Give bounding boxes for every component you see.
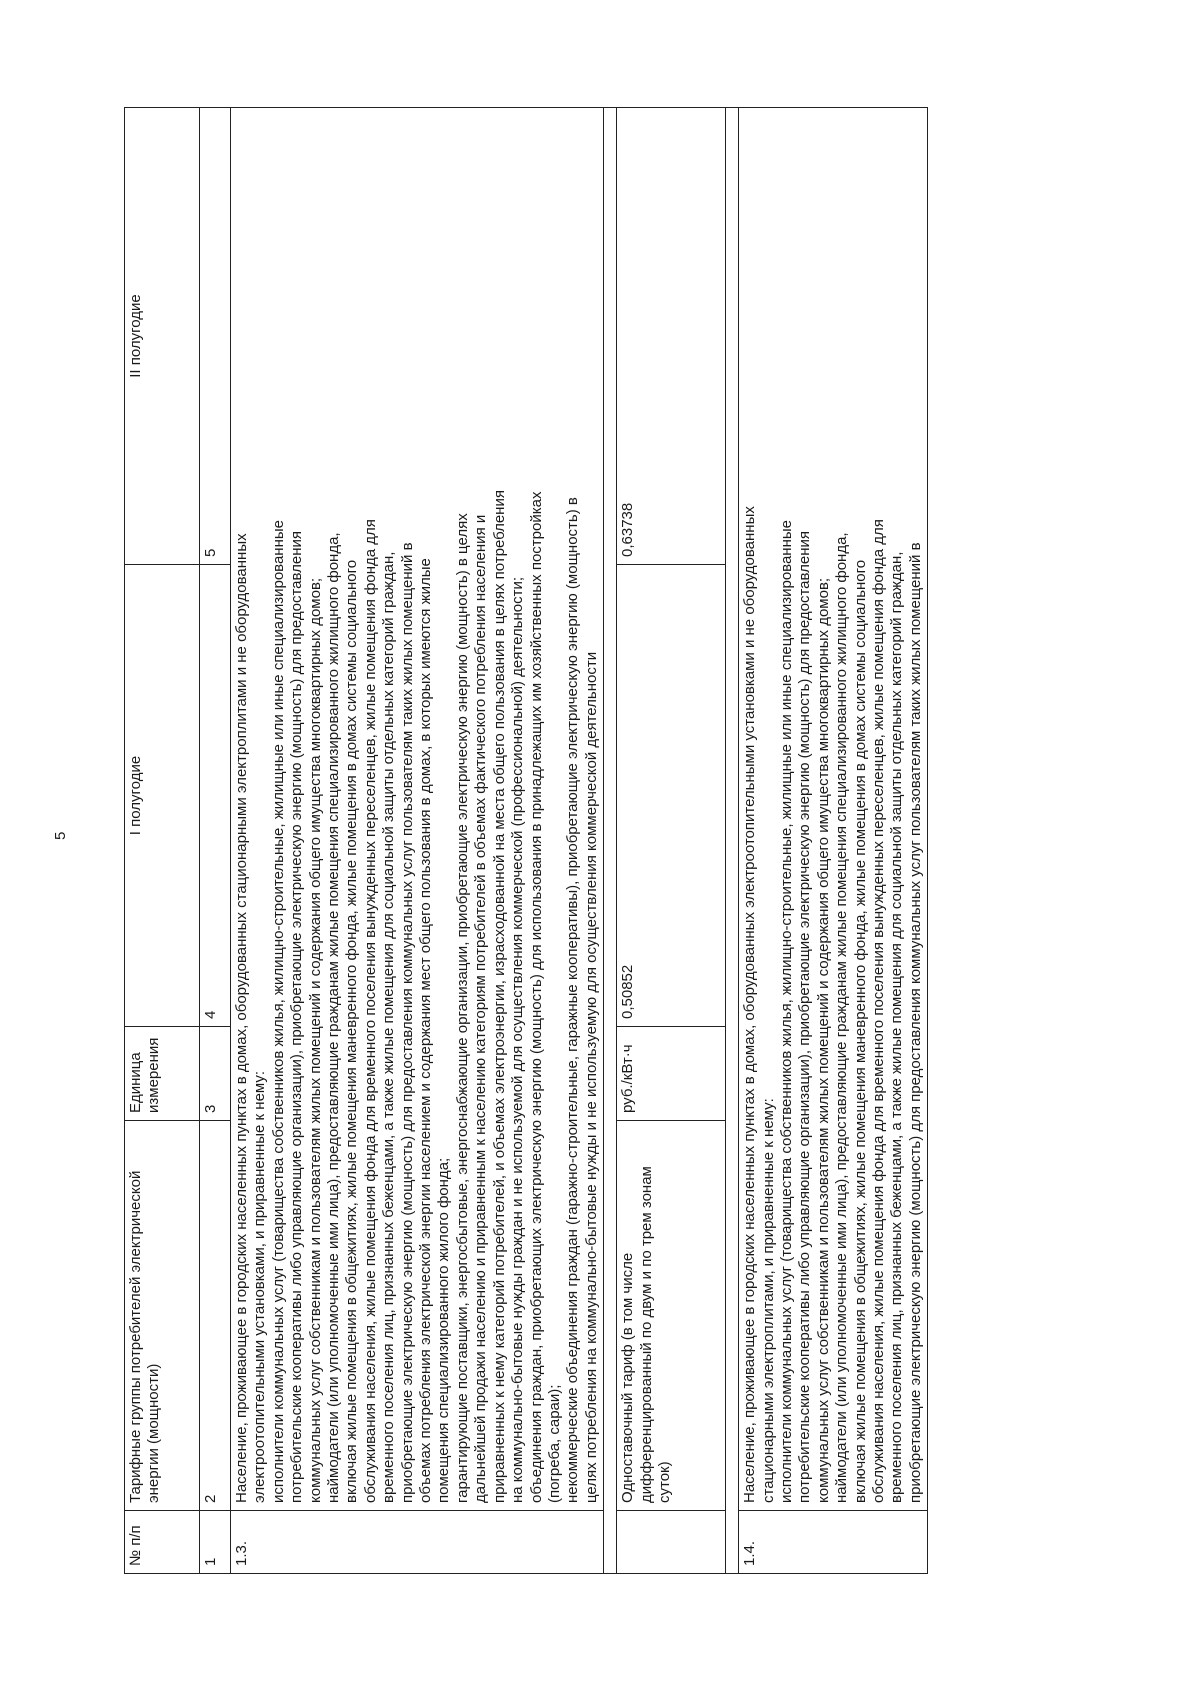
header-second-half: II полугодие (125, 108, 200, 565)
description-line: Население, проживающее в городских населенных пунктах в домах, оборудованных электроотопительными установками и не оборудованных (741, 506, 759, 1503)
column-index: 3 (200, 1027, 231, 1121)
row-number: 1.3. (231, 1511, 604, 1574)
description-line: включая жилые помещения в общежитиях, жилые помещения маневренного фонда, жилые помещения в домах системы социального (343, 559, 361, 1503)
description-line: электроотопительными установками, и приравненные к нему: (251, 1070, 269, 1503)
description-line: наймодатели (или уполномоченные ими лица), предоставляющие гражданам жилые помещения специализированного жилищного фонда, (325, 532, 343, 1503)
description-line: (погреба, сараи); (545, 1384, 563, 1503)
table-row (617, 108, 726, 1574)
column-index: 1 (200, 1511, 231, 1574)
table-row (739, 108, 928, 1574)
tariff-table-container (124, 108, 1092, 1574)
description-line: гарантирующие поставщики, энергосбытовые, энергоснабжающие организации, приобретающие электрическую энергию (мощность) в целях (453, 513, 471, 1503)
description-line: обслуживания населения, жилые помещения фонда для временного поселения вынужденных переселенцев, жилые помещения фонда для (361, 519, 379, 1503)
row-description (231, 108, 604, 1511)
description-line: коммунальных услуг собственникам и пользователям жилых помещений и содержания общего имущества многоквартирных домов; (306, 577, 324, 1503)
tariff-table (124, 107, 928, 1574)
column-index: 4 (200, 565, 231, 1027)
description-line: Население, проживающее в городских населенных пунктах в домах, оборудованных стационарными электроплитами и не оборудованных (233, 533, 250, 1503)
header-tariff-group: Тарифные группы потребителей электрической энергии (мощности) (125, 1121, 200, 1511)
header-number: № п/п (125, 1511, 200, 1574)
description-line: коммунальных услуг собственникам и пользователям жилых помещений и содержания общего имущества многоквартирных домов; (814, 577, 832, 1503)
description-line: приобретающие электрическую энергию (мощность) для предоставления коммунальных услуг пользователям таких жилых помещений в (398, 542, 416, 1503)
description-line: исполнители коммунальных услуг (товарищества собственников жилья, жилищно-строительные, жилищные или иные специализированные (269, 520, 287, 1503)
row-description (739, 108, 928, 1511)
description-line: потребительские кооперативы либо управляющие организации), приобретающие электрическую энергию (мощность) для предоставления (796, 530, 814, 1503)
empty-cell (617, 1511, 726, 1574)
description-line: стационарными электроплитами, и приравненные к нему: (759, 1098, 777, 1503)
description-line: временного поселения лиц, признанных беженцами, а также жилые помещения для социальной защиты отдельных категорий граждан, (888, 551, 906, 1503)
column-index-row (200, 108, 231, 1574)
tariff-second-half: 0,63738 (617, 108, 726, 565)
description-line: обслуживания населения, жилые помещения фонда для временного поселения вынужденных переселенцев, жилые помещения фонда для (869, 519, 887, 1503)
description-line: некоммерческие объединения граждан (гаражно-строительные, гаражные кооперативы), приобретающие электрическую энергию (мощность) в (564, 497, 582, 1503)
row-separator (604, 108, 617, 1574)
description-line: потребительские кооперативы либо управляющие организации), приобретающие электрическую энергию (мощность) для предоставления (288, 530, 306, 1503)
description-line: объемах потребления электрической энергии населением и содержания мест общего пользования в домах, в которых имеются жилые (417, 558, 435, 1503)
description-line: исполнители коммунальных услуг (товарищества собственников жилья, жилищно-строительные, жилищные или иные специализированные (777, 520, 795, 1503)
table-header-row (125, 108, 200, 1574)
description-line: на коммунально-бытовые нужды граждан и не используемой для осуществления коммерческой (профессиональной) деятельности; (509, 576, 527, 1503)
tariff-unit: руб./кВт·ч (617, 1027, 726, 1121)
description-line: временного поселения лиц, признанных беженцами, а также жилые помещения для социальной защиты отдельных категорий граждан, (380, 551, 398, 1503)
description-line: объединения граждан, приобретающих электрическую энергию (мощность) для использования в принадлежащих им хозяйственных постройках (527, 491, 545, 1503)
description-line: целях потребления на коммунально-бытовые нужды и не используемую для осуществления коммерческой деятельности (582, 651, 600, 1503)
description-line: приравненных к нему категорий потребителей, и объемах электроэнергии, израсходованной на места общего пользования в целях потребления (490, 490, 508, 1503)
description-line: приобретающие электрическую энергию (мощность) для предоставления коммунальных услуг пользователям таких жилых помещений в (906, 542, 924, 1503)
description-line: наймодатели (или уполномоченные ими лица), предоставляющие гражданам жилые помещения специализированного жилищного фонда, (833, 532, 851, 1503)
description-line: включая жилые помещения в общежитиях, жилые помещения маневренного фонда, жилые помещения в домах системы социального (851, 559, 869, 1503)
column-index: 5 (200, 108, 231, 565)
page-number: 5 (52, 831, 69, 840)
row-separator (726, 108, 739, 1574)
tariff-label: Одноставочный тариф (в том числе дифференцированный по двум и по трем зонам суток) (617, 1121, 726, 1511)
column-index: 2 (200, 1121, 231, 1511)
header-unit: Единица измерения (125, 1027, 200, 1121)
tariff-first-half: 0,50852 (617, 565, 726, 1027)
description-line: дальнейшей продажи населению и приравненным к населению категориям потребителей в объемах фактического потребления населения и (472, 514, 490, 1503)
row-number: 1.4. (739, 1511, 928, 1574)
description-line: помещения специализированного жилого фонда; (435, 1157, 453, 1503)
header-first-half: I полугодие (125, 565, 200, 1027)
table-row (231, 108, 604, 1574)
